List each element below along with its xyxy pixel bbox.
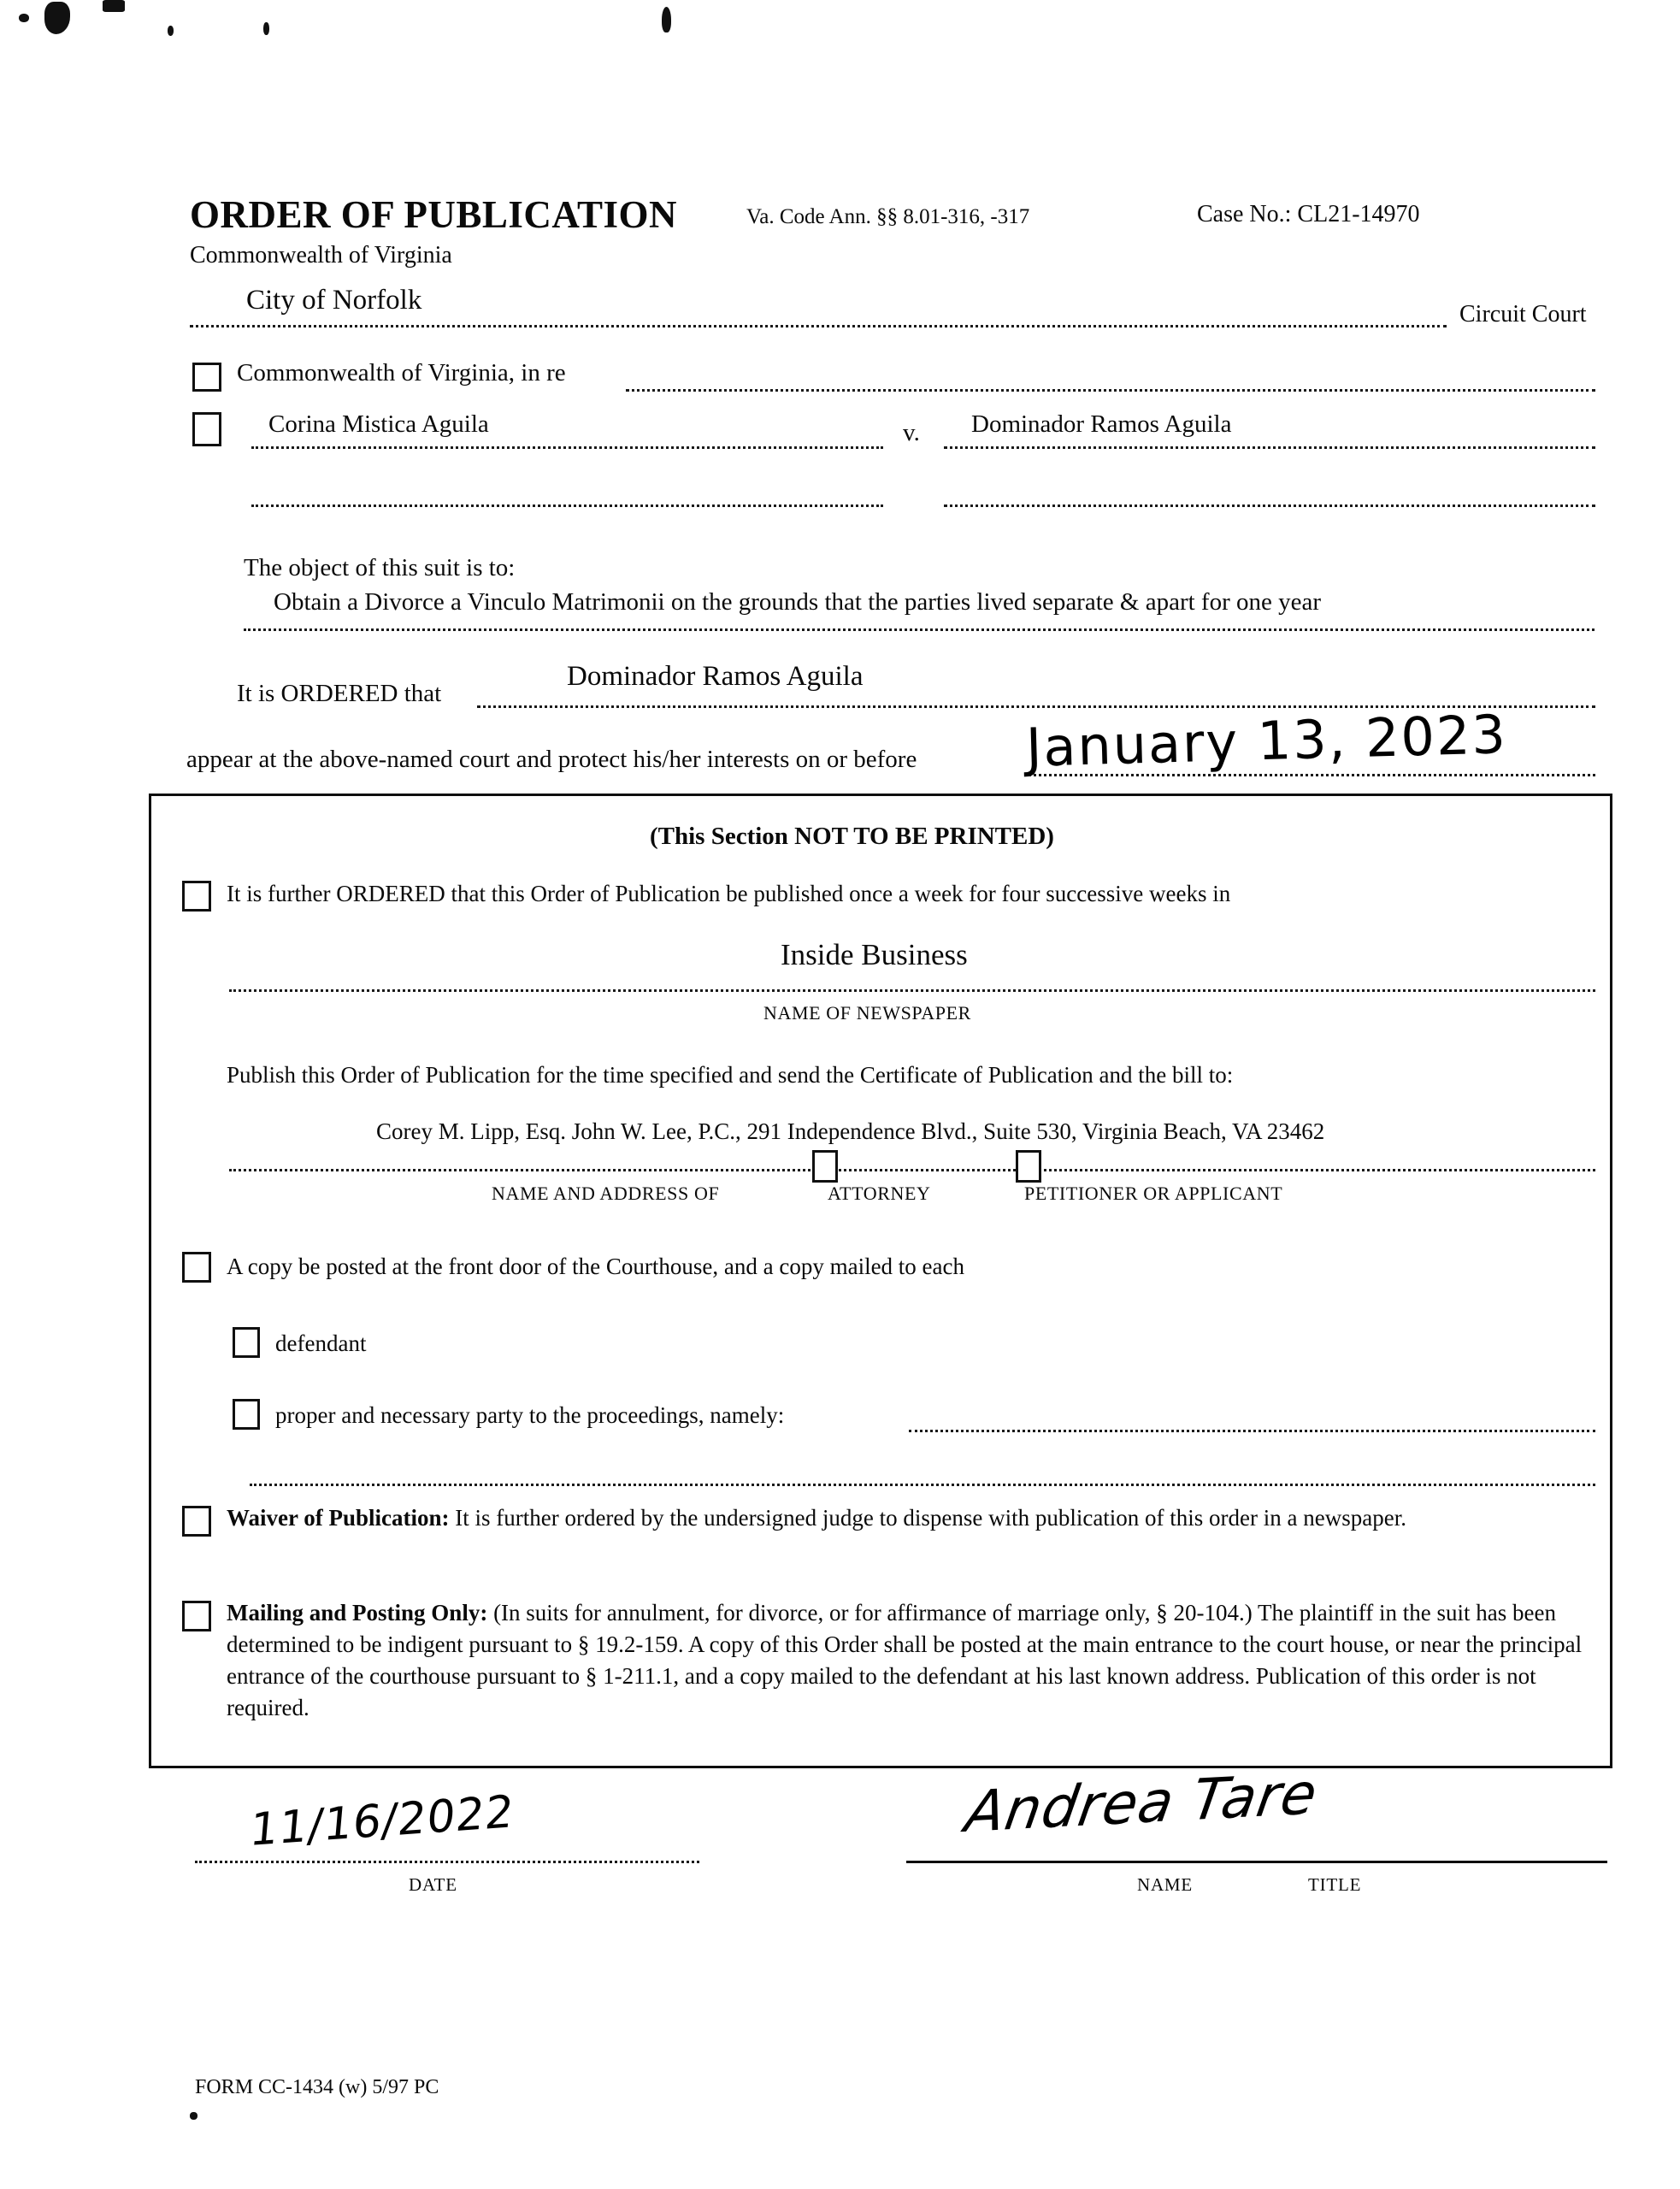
case-number: Case No.: CL21-14970	[1197, 201, 1420, 227]
circuit-court-label: Circuit Court	[1459, 301, 1587, 327]
commonwealth-label: Commonwealth of Virginia	[190, 242, 452, 268]
newspaper-caption: NAME OF NEWSPAPER	[763, 1002, 971, 1024]
checkbox-in-re[interactable]	[192, 363, 221, 392]
ordered-party: Dominador Ramos Aguila	[567, 661, 864, 692]
defendant-rule-2	[944, 504, 1595, 507]
checkbox-defendant[interactable]	[233, 1327, 260, 1358]
mailing-paragraph	[227, 1597, 1593, 1724]
signature-date-handwriting: 11/16/2022	[247, 1785, 516, 1857]
scan-speckle	[168, 26, 174, 36]
scan-speckle	[662, 7, 671, 32]
checkbox-parties[interactable]	[192, 412, 221, 446]
proper-party-rule	[909, 1430, 1595, 1432]
waiver-text: It is further ordered by the undersigned judge to dispense with publication of this order in a newspaper.	[455, 1505, 1406, 1531]
proper-party-item: proper and necessary party to the proceedings, namely:	[275, 1402, 785, 1428]
bill-instruction: Publish this Order of Publication for the time specified and send the Certificate of Publication and the bill to:	[227, 1062, 1234, 1088]
object-rule	[244, 628, 1595, 631]
appear-date-handwriting: January 13, 2023	[1025, 703, 1508, 779]
appear-text: appear at the above-named court and protect his/her interests on or before	[186, 746, 917, 773]
court-city-value: City of Norfolk	[246, 285, 422, 316]
checkbox-waiver[interactable]	[182, 1506, 211, 1537]
signature-date-rule	[195, 1861, 699, 1863]
scan-speckle	[103, 0, 125, 12]
checkbox-proper-party[interactable]	[233, 1399, 260, 1430]
name-caption: NAME	[1137, 1874, 1194, 1895]
scan-speckle	[263, 22, 269, 35]
attorney-caption: ATTORNEY	[828, 1183, 931, 1204]
waiver-label: Waiver of Publication:	[227, 1505, 450, 1531]
versus-label: v.	[903, 419, 920, 446]
date-caption: DATE	[409, 1874, 457, 1895]
attorney-address: Corey M. Lipp, Esq. John W. Lee, P.C., 291 Independence Blvd., Suite 530, Virginia Beach, VA 23462	[376, 1118, 1325, 1144]
page-title: ORDER OF PUBLICATION	[190, 193, 678, 236]
checkbox-posting[interactable]	[182, 1252, 211, 1283]
title-caption: TITLE	[1308, 1874, 1362, 1895]
form-number: FORM CC-1434 (w) 5/97 PC	[195, 2076, 439, 2098]
waiver-paragraph	[227, 1502, 1586, 1534]
defendant-name: Dominador Ramos Aguila	[971, 410, 1232, 438]
signature-name-rule	[906, 1861, 1607, 1863]
posting-text: A copy be posted at the front door of the Courthouse, and a copy mailed to each	[227, 1254, 965, 1279]
object-text: Obtain a Divorce a Vinculo Matrimonii on the grounds that the parties lived separate & apart for one year	[274, 588, 1321, 616]
name-address-caption: NAME AND ADDRESS OF	[492, 1183, 720, 1204]
checkbox-attorney[interactable]	[812, 1150, 838, 1183]
in-re-rule	[626, 389, 1595, 392]
petitioner-caption: PETITIONER OR APPLICANT	[1024, 1183, 1283, 1204]
plaintiff-name: Corina Mistica Aguila	[268, 410, 489, 438]
ordered-label: It is ORDERED that	[237, 680, 442, 707]
mailing-label: Mailing and Posting Only:	[227, 1600, 488, 1626]
newspaper-rule	[229, 989, 1595, 992]
attorney-address-rule	[229, 1169, 1595, 1171]
section-header: (This Section NOT TO BE PRINTED)	[650, 823, 1054, 850]
plaintiff-rule-2	[251, 504, 883, 507]
court-city-rule	[190, 325, 1447, 327]
scan-speckle	[190, 2112, 197, 2120]
defendant-rule	[944, 446, 1595, 449]
code-citation: Va. Code Ann. §§ 8.01-316, -317	[746, 205, 1030, 228]
checkbox-publish-order[interactable]	[182, 881, 211, 912]
defendant-item: defendant	[275, 1331, 367, 1356]
proper-party-rule-2	[250, 1484, 1595, 1486]
checkbox-mailing[interactable]	[182, 1601, 211, 1631]
plaintiff-rule	[251, 446, 883, 449]
mailing-text: (In suits for annulment, for divorce, or for affirmance of marriage only, § 20-104.) The plaintiff in the suit has been determined to be indigent pursuant to § 19.2-159. A copy of this Order shall be posted at the main entrance to the court house, or near the principal entrance of the courthouse pursuant to § 1-211.1, and a copy mailed to the defendant at his last known address. Publication of this order is not required.	[227, 1600, 1583, 1720]
newspaper-name: Inside Business	[781, 938, 968, 971]
judge-signature: Andrea Tare	[961, 1760, 1323, 1846]
in-re-label: Commonwealth of Virginia, in re	[237, 359, 566, 386]
checkbox-petitioner[interactable]	[1016, 1150, 1041, 1183]
object-heading: The object of this suit is to:	[244, 554, 516, 581]
publish-order-text: It is further ORDERED that this Order of Publication be published once a week for four successive weeks in	[227, 881, 1231, 906]
scan-speckle	[19, 14, 29, 22]
scan-speckle	[44, 2, 70, 34]
